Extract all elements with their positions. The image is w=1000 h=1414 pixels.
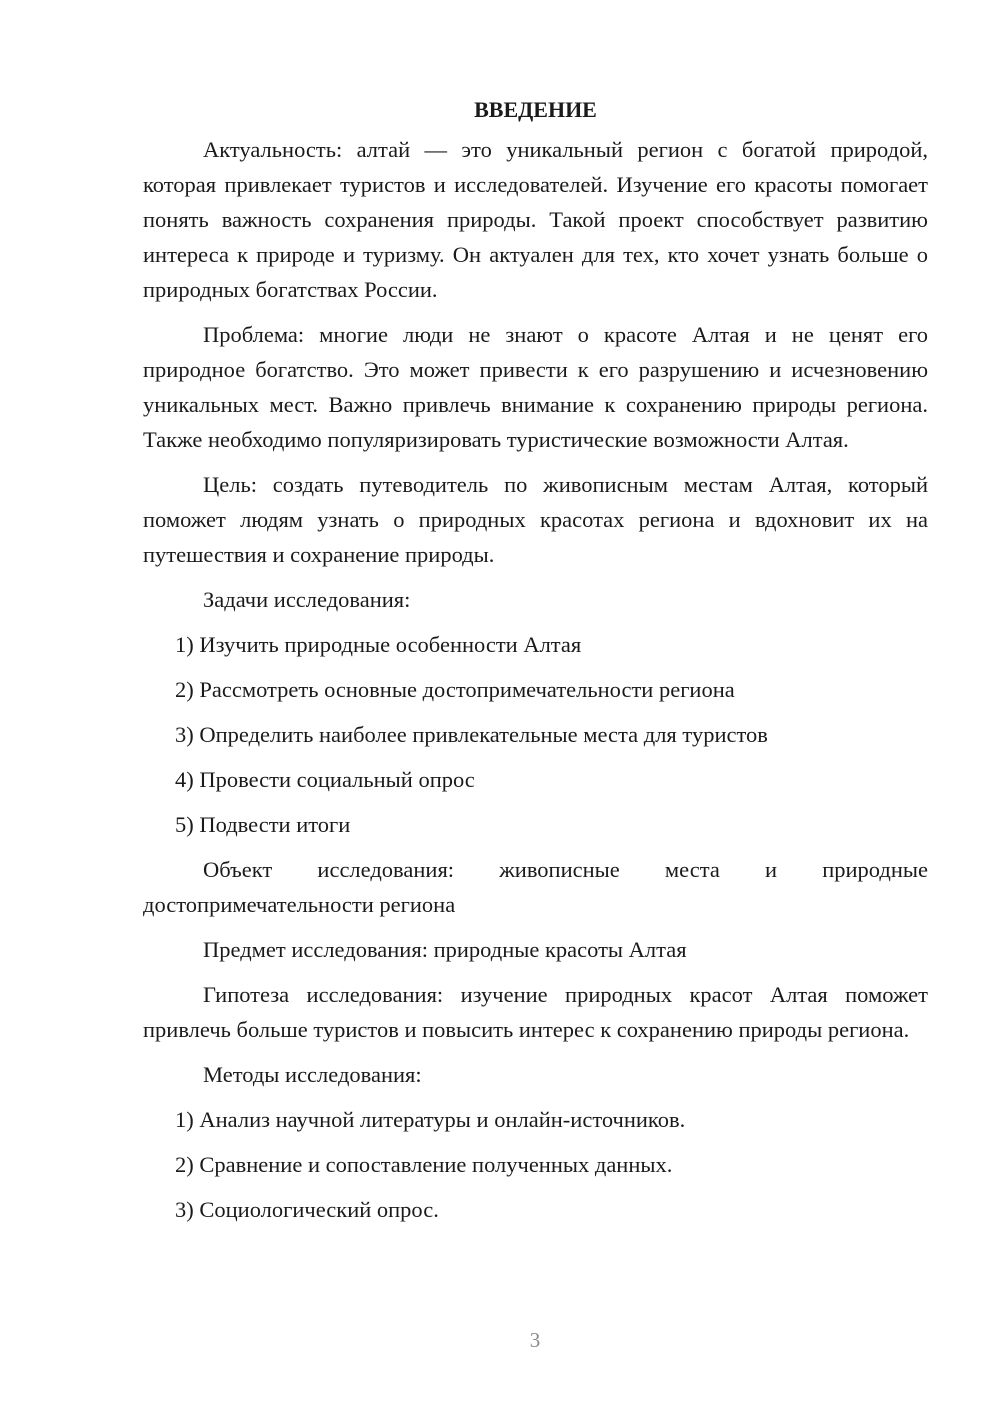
object-paragraph-line2: достопримечательности региона bbox=[143, 892, 456, 917]
task-item: 3) Определить наиболее привлекательные места для туристов bbox=[175, 722, 768, 747]
method-item: 1) Анализ научной литературы и онлайн-источников. bbox=[175, 1107, 686, 1132]
object-paragraph-line1: Объект исследования: живописные места и природные bbox=[203, 857, 928, 882]
tasks-label: Задачи исследования: bbox=[203, 587, 411, 612]
hypothesis-paragraph: Гипотеза исследования: изучение природных красот Алтая поможет привлечь больше туристов и повысить интерес к сохранению природы региона. bbox=[143, 982, 928, 1042]
task-item: 2) Рассмотреть основные достопримечательности региона bbox=[175, 677, 735, 702]
task-item: 4) Провести социальный опрос bbox=[175, 767, 475, 792]
subject-paragraph: Предмет исследования: природные красоты Алтая bbox=[203, 937, 687, 962]
relevance-paragraph: Актуальность: алтай — это уникальный регион с богатой природой, которая привлекает туристов и исследователей. Изучение его красоты помогает понять важность сохранения природы. Такой проект способствует развитию интереса к природе и туризму. Он актуален для тех, кто хочет узнать больше о природных богатствах России. bbox=[143, 137, 928, 302]
page-title: ВВЕДЕНИЕ bbox=[474, 97, 597, 122]
methods-list bbox=[143, 1102, 928, 1227]
tasks-list bbox=[143, 627, 928, 842]
method-item: 3) Социологический опрос. bbox=[175, 1197, 439, 1222]
methods-label: Методы исследования: bbox=[203, 1062, 422, 1087]
page-number: 3 bbox=[529, 1328, 541, 1352]
task-item: 5) Подвести итоги bbox=[175, 812, 351, 837]
document-page bbox=[143, 92, 928, 1237]
task-item: 1) Изучить природные особенности Алтая bbox=[175, 632, 582, 657]
problem-paragraph: Проблема: многие люди не знают о красоте Алтая и не ценят его природное богатство. Это может привести к его разрушению и исчезновению уникальных мест. Важно привлечь внимание к сохранению природы региона. Также необходимо популяризировать туристические возможности Алтая. bbox=[143, 322, 928, 452]
goal-paragraph: Цель: создать путеводитель по живописным местам Алтая, который поможет людям узнать о природных красотах региона и вдохновит их на путешествия и сохранение природы. bbox=[143, 472, 928, 567]
method-item: 2) Сравнение и сопоставление полученных данных. bbox=[175, 1152, 673, 1177]
